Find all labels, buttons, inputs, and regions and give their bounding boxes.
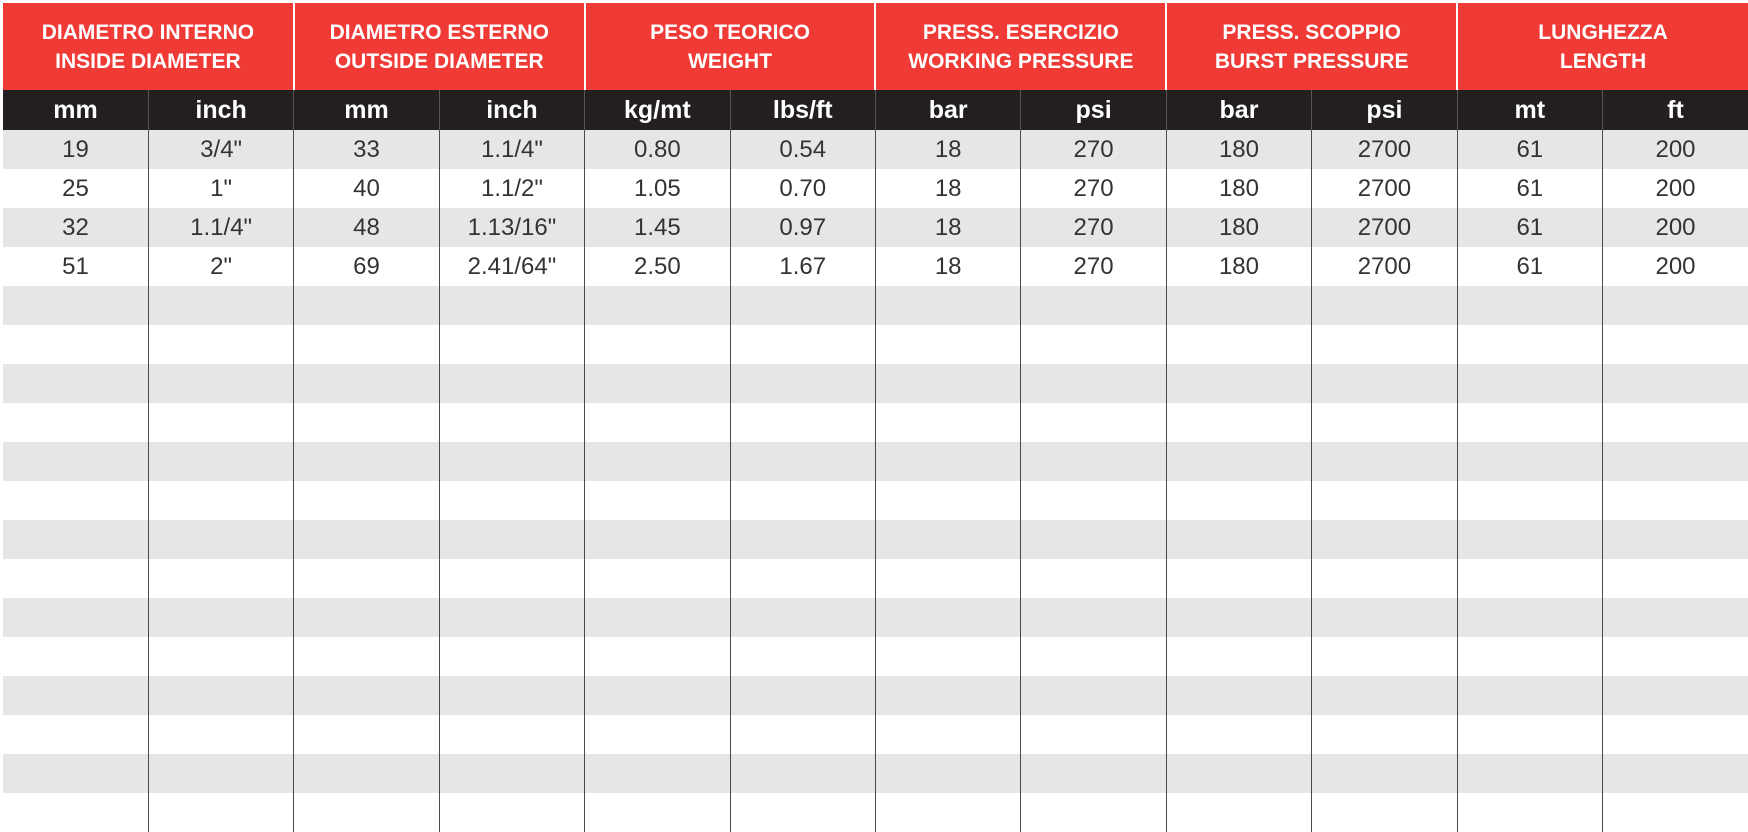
- table-cell: 270: [1021, 208, 1166, 247]
- table-cell: [439, 793, 584, 832]
- table-cell: 18: [875, 130, 1020, 169]
- table-cell: [294, 364, 439, 403]
- table-cell: [1166, 403, 1311, 442]
- table-cell: [439, 364, 584, 403]
- table-cell: [875, 715, 1020, 754]
- table-cell: 25: [3, 169, 148, 208]
- table-cell: [1312, 598, 1457, 637]
- table-cell: 200: [1603, 130, 1748, 169]
- table-cell: [1021, 520, 1166, 559]
- table-cell: [1312, 442, 1457, 481]
- table-cell: 180: [1166, 247, 1311, 286]
- table-cell: [585, 559, 730, 598]
- table-cell: [875, 403, 1020, 442]
- table-cell: [294, 715, 439, 754]
- table-row: [3, 676, 1748, 715]
- table-cell: [439, 325, 584, 364]
- table-cell: [730, 715, 875, 754]
- unit-header-cell: bar: [875, 90, 1020, 130]
- table-cell: 2700: [1312, 247, 1457, 286]
- group-header-burst-pressure: [1166, 3, 1457, 90]
- table-cell: [1312, 754, 1457, 793]
- table-cell: [148, 793, 293, 832]
- table-cell: [3, 676, 148, 715]
- table-cell: [585, 325, 730, 364]
- table-cell: [1457, 559, 1602, 598]
- table-cell: [1457, 598, 1602, 637]
- group-header-label-en: WORKING PRESSURE: [908, 49, 1134, 73]
- table-cell: [875, 286, 1020, 325]
- group-header-working-pressure: [875, 3, 1166, 90]
- table-cell: 2700: [1312, 130, 1457, 169]
- table-cell: 3/4": [148, 130, 293, 169]
- table-cell: [148, 637, 293, 676]
- group-header-label-it: PESO TEORICO: [650, 20, 810, 44]
- table-cell: [294, 754, 439, 793]
- table-cell: 2700: [1312, 208, 1457, 247]
- table-cell: [1603, 637, 1748, 676]
- table-cell: [1603, 793, 1748, 832]
- table-cell: [1166, 364, 1311, 403]
- table-cell: [1021, 598, 1166, 637]
- table-cell: [148, 442, 293, 481]
- table-cell: [1021, 325, 1166, 364]
- table-row: [3, 481, 1748, 520]
- table-cell: [439, 598, 584, 637]
- table-cell: 200: [1603, 247, 1748, 286]
- table-header: [3, 3, 1748, 130]
- table-cell: [294, 520, 439, 559]
- group-header-label-it: LUNGHEZZA: [1538, 20, 1668, 44]
- table-cell: [1312, 559, 1457, 598]
- table-cell: [585, 403, 730, 442]
- group-header-label-it: DIAMETRO ESTERNO: [329, 20, 549, 44]
- group-header-label-en: LENGTH: [1559, 49, 1647, 73]
- table-cell: [439, 715, 584, 754]
- table-cell: [1457, 481, 1602, 520]
- group-header-label-en: BURST PRESSURE: [1214, 49, 1409, 73]
- table-cell: [3, 754, 148, 793]
- table-cell: [875, 364, 1020, 403]
- table-cell: 2.50: [585, 247, 730, 286]
- table-cell: [1166, 481, 1311, 520]
- table-cell: [3, 637, 148, 676]
- table-cell: [1021, 442, 1166, 481]
- group-header-weight: [585, 3, 876, 90]
- table-cell: 18: [875, 208, 1020, 247]
- table-cell: [294, 559, 439, 598]
- table-cell: [1021, 286, 1166, 325]
- table-cell: [1457, 520, 1602, 559]
- table-cell: [1166, 286, 1311, 325]
- table-cell: [294, 793, 439, 832]
- table-row: [3, 364, 1748, 403]
- table-cell: [1457, 286, 1602, 325]
- table-cell: [875, 754, 1020, 793]
- table-cell: 69: [294, 247, 439, 286]
- table-cell: [585, 676, 730, 715]
- table-cell: [875, 520, 1020, 559]
- table-cell: [3, 364, 148, 403]
- table-cell: [1312, 481, 1457, 520]
- table-cell: [3, 481, 148, 520]
- table-cell: [1166, 793, 1311, 832]
- table-cell: [730, 364, 875, 403]
- table-cell: 180: [1166, 169, 1311, 208]
- table-cell: [585, 364, 730, 403]
- table-cell: [439, 403, 584, 442]
- table-cell: 2.41/64": [439, 247, 584, 286]
- table-cell: [730, 403, 875, 442]
- table-body: [3, 130, 1748, 832]
- table-cell: [294, 676, 439, 715]
- table-cell: 180: [1166, 130, 1311, 169]
- table-cell: 48: [294, 208, 439, 247]
- table-cell: [1312, 637, 1457, 676]
- table-cell: [148, 598, 293, 637]
- table-cell: [148, 481, 293, 520]
- unit-header-cell: psi: [1312, 90, 1457, 130]
- table-cell: [294, 598, 439, 637]
- table-cell: [730, 325, 875, 364]
- table-cell: [730, 481, 875, 520]
- table-cell: 33: [294, 130, 439, 169]
- table-cell: [875, 598, 1020, 637]
- unit-header-cell: psi: [1021, 90, 1166, 130]
- table-cell: [1457, 364, 1602, 403]
- table-cell: [1312, 793, 1457, 832]
- table-row: [3, 754, 1748, 793]
- table-cell: 1.05: [585, 169, 730, 208]
- table-cell: 0.54: [730, 130, 875, 169]
- table-cell: [294, 442, 439, 481]
- table-cell: [148, 715, 293, 754]
- table-cell: [730, 598, 875, 637]
- table-cell: [3, 715, 148, 754]
- table-cell: [1021, 364, 1166, 403]
- table-cell: [294, 637, 439, 676]
- group-header-label-it: DIAMETRO INTERNO: [41, 20, 255, 44]
- table-cell: [875, 676, 1020, 715]
- table-cell: [1166, 715, 1311, 754]
- table-cell: [148, 520, 293, 559]
- table-row: [3, 520, 1748, 559]
- table-cell: [294, 286, 439, 325]
- table-cell: [875, 637, 1020, 676]
- unit-header-cell: bar: [1166, 90, 1311, 130]
- table-row: [3, 793, 1748, 832]
- table-cell: [1457, 793, 1602, 832]
- table-cell: [3, 442, 148, 481]
- table-cell: 61: [1457, 169, 1602, 208]
- table-cell: [294, 325, 439, 364]
- table-cell: [1312, 715, 1457, 754]
- unit-header-row: [3, 90, 1748, 130]
- table-row: [3, 286, 1748, 325]
- table-cell: [1021, 637, 1166, 676]
- table-cell: [1166, 598, 1311, 637]
- table-cell: [1457, 754, 1602, 793]
- table-cell: [730, 442, 875, 481]
- group-header-label-it: PRESS. ESERCIZIO: [922, 20, 1119, 44]
- table-cell: [1312, 520, 1457, 559]
- table-cell: 19: [3, 130, 148, 169]
- table-cell: [1312, 364, 1457, 403]
- table-cell: [1312, 286, 1457, 325]
- table-cell: 0.80: [585, 130, 730, 169]
- table-cell: [1603, 520, 1748, 559]
- unit-header-cell: mm: [3, 90, 148, 130]
- table-cell: [1603, 286, 1748, 325]
- group-header-label-it: PRESS. SCOPPIO: [1222, 20, 1401, 44]
- table-cell: [439, 520, 584, 559]
- table-cell: [1457, 403, 1602, 442]
- table-cell: [148, 325, 293, 364]
- table-cell: [148, 559, 293, 598]
- table-cell: [730, 754, 875, 793]
- unit-header-cell: lbs/ft: [730, 90, 875, 130]
- table-cell: [148, 364, 293, 403]
- table-cell: [1021, 715, 1166, 754]
- table-cell: [730, 286, 875, 325]
- table-cell: [585, 442, 730, 481]
- table-cell: 61: [1457, 130, 1602, 169]
- table-cell: [730, 793, 875, 832]
- table-cell: 18: [875, 247, 1020, 286]
- table-cell: [585, 598, 730, 637]
- table-row: [3, 637, 1748, 676]
- table-cell: [294, 403, 439, 442]
- table-row: [3, 559, 1748, 598]
- group-header-length: [1457, 3, 1748, 90]
- table-row: [3, 442, 1748, 481]
- table-cell: 61: [1457, 247, 1602, 286]
- table-row: [3, 598, 1748, 637]
- table-row: [3, 130, 1748, 169]
- table-cell: [1457, 715, 1602, 754]
- unit-header-cell: kg/mt: [585, 90, 730, 130]
- table-cell: [148, 286, 293, 325]
- table-row: [3, 169, 1748, 208]
- table-cell: [148, 754, 293, 793]
- table-cell: [730, 637, 875, 676]
- table-cell: [1457, 637, 1602, 676]
- table-row: [3, 208, 1748, 247]
- table-cell: [3, 793, 148, 832]
- table-cell: [875, 793, 1020, 832]
- table-cell: [875, 442, 1020, 481]
- table-cell: 1.1/4": [148, 208, 293, 247]
- table-cell: 1.13/16": [439, 208, 584, 247]
- unit-header-cell: inch: [439, 90, 584, 130]
- table-row: [3, 325, 1748, 364]
- table-cell: 200: [1603, 208, 1748, 247]
- table-cell: [148, 403, 293, 442]
- table-cell: [585, 637, 730, 676]
- table-cell: [1603, 754, 1748, 793]
- group-header-outside-diameter: [294, 3, 585, 90]
- table-cell: [3, 403, 148, 442]
- table-cell: [585, 520, 730, 559]
- table-cell: [1166, 325, 1311, 364]
- table-cell: [439, 286, 584, 325]
- table-cell: [3, 559, 148, 598]
- table-row: [3, 247, 1748, 286]
- table-cell: 1": [148, 169, 293, 208]
- table-cell: [439, 637, 584, 676]
- table-cell: 200: [1603, 169, 1748, 208]
- table-cell: [148, 676, 293, 715]
- table-cell: [1603, 325, 1748, 364]
- table-cell: 40: [294, 169, 439, 208]
- table-cell: [1166, 559, 1311, 598]
- table-cell: [1166, 676, 1311, 715]
- table-cell: [3, 286, 148, 325]
- table-cell: 2": [148, 247, 293, 286]
- table-cell: [1166, 637, 1311, 676]
- group-header-row: [3, 3, 1748, 90]
- table-cell: [730, 559, 875, 598]
- table-cell: 18: [875, 169, 1020, 208]
- table-cell: [875, 481, 1020, 520]
- table-cell: [3, 325, 148, 364]
- group-header-inside-diameter: [3, 3, 294, 90]
- table-row: [3, 715, 1748, 754]
- table-cell: 61: [1457, 208, 1602, 247]
- unit-header-cell: ft: [1603, 90, 1748, 130]
- table-cell: [1021, 481, 1166, 520]
- table-cell: [1166, 520, 1311, 559]
- table-cell: [585, 286, 730, 325]
- table-cell: [730, 676, 875, 715]
- table-cell: [1603, 559, 1748, 598]
- table-cell: [1021, 754, 1166, 793]
- table-cell: [439, 442, 584, 481]
- unit-header-cell: mm: [294, 90, 439, 130]
- table-cell: [875, 559, 1020, 598]
- table-cell: [585, 481, 730, 520]
- hose-spec-table: [3, 3, 1748, 832]
- table-cell: 0.97: [730, 208, 875, 247]
- table-cell: 0.70: [730, 169, 875, 208]
- table-cell: 1.45: [585, 208, 730, 247]
- table-cell: [1603, 364, 1748, 403]
- table-cell: 270: [1021, 130, 1166, 169]
- table-cell: [1603, 442, 1748, 481]
- table-row: [3, 403, 1748, 442]
- table-cell: [439, 754, 584, 793]
- table-cell: [1457, 676, 1602, 715]
- table-cell: [730, 520, 875, 559]
- table-cell: 1.1/2": [439, 169, 584, 208]
- table-cell: [1021, 559, 1166, 598]
- table-cell: [3, 520, 148, 559]
- group-header-label-en: WEIGHT: [688, 49, 773, 73]
- group-header-label-en: OUTSIDE DIAMETER: [334, 49, 544, 73]
- table-cell: 270: [1021, 169, 1166, 208]
- table-cell: [1603, 676, 1748, 715]
- group-header-label-en: INSIDE DIAMETER: [55, 49, 241, 73]
- table-cell: [3, 598, 148, 637]
- table-cell: [585, 715, 730, 754]
- unit-header-cell: inch: [148, 90, 293, 130]
- table-cell: [439, 481, 584, 520]
- table-cell: [1603, 598, 1748, 637]
- table-cell: 270: [1021, 247, 1166, 286]
- table-cell: [1312, 676, 1457, 715]
- table-cell: [875, 325, 1020, 364]
- table-cell: 180: [1166, 208, 1311, 247]
- table-cell: [1021, 403, 1166, 442]
- table-cell: [439, 559, 584, 598]
- table-cell: 1.1/4": [439, 130, 584, 169]
- unit-header-cell: mt: [1457, 90, 1602, 130]
- table-cell: [1457, 325, 1602, 364]
- table-cell: [585, 754, 730, 793]
- table-cell: [1603, 481, 1748, 520]
- table-cell: [1457, 442, 1602, 481]
- table-cell: 51: [3, 247, 148, 286]
- table-cell: 32: [3, 208, 148, 247]
- table-cell: [1603, 715, 1748, 754]
- table-cell: [439, 676, 584, 715]
- table-cell: [1021, 793, 1166, 832]
- table-cell: [1312, 325, 1457, 364]
- table-cell: [1166, 754, 1311, 793]
- table-cell: [294, 481, 439, 520]
- table-cell: [1603, 403, 1748, 442]
- table-cell: [1021, 676, 1166, 715]
- table-cell: [1312, 403, 1457, 442]
- table-cell: 2700: [1312, 169, 1457, 208]
- table-cell: [585, 793, 730, 832]
- table-cell: 1.67: [730, 247, 875, 286]
- table-cell: [1166, 442, 1311, 481]
